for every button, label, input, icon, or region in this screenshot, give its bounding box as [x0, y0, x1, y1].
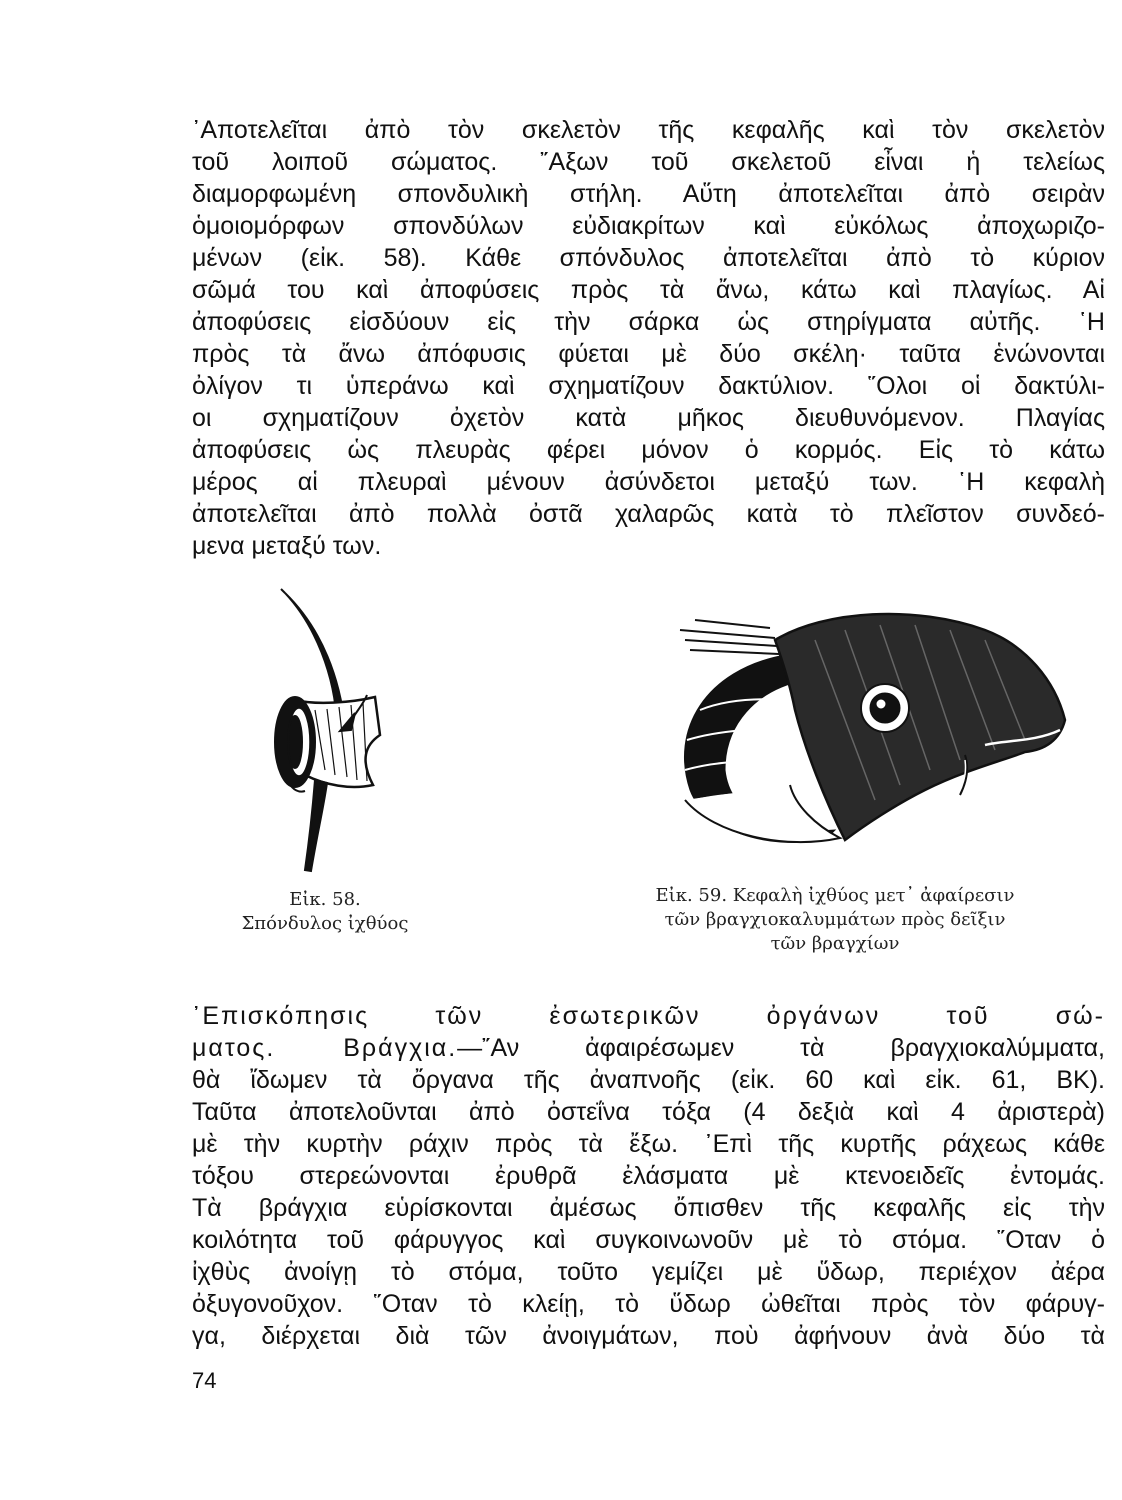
text-line: γα, διέρχεται διὰ τῶν ἀνοιγμάτων, ποὺ ἀφήνουν ἀνὰ δύο τὰ: [192, 1322, 1105, 1350]
text-line: ἰχθὺς ἀνοίγῃ τὸ στόμα, τοῦτο γεμίζει μὲ ὕδωρ, περιέχον ἀέρα: [192, 1258, 1105, 1286]
section-heading-text: ματος. Βράγχια.: [192, 1034, 458, 1062]
vertebra-illustration: [255, 585, 385, 875]
fish-head-illustration: [665, 600, 1075, 855]
text-run: —῎Αν ἀφαιρέσωμεν τὰ βραγχιοκαλύμματα,: [457, 1034, 1105, 1062]
caption-line: τῶν βραγχίων: [770, 933, 900, 954]
figure-58-caption: [205, 888, 445, 936]
paragraph-skeleton: [192, 114, 1105, 562]
paragraph-internal-organs: [192, 1000, 1105, 1352]
text-line: ὀλίγον τι ὑπεράνω καὶ σχηματίζουν δακτύλιον. ῞Ολοι οἱ δακτύλι-: [192, 372, 1105, 400]
text-line: ᾿Αποτελεῖται ἀπὸ τὸν σκελετὸν τῆς κεφαλῆς καὶ τὸν σκελετὸν: [192, 116, 1105, 144]
text-line: πρὸς τὰ ἄνω ἀπόφυσις φύεται μὲ δύο σκέλη· ταῦτα ἑνώνονται: [192, 340, 1105, 368]
figure-59-caption: [600, 884, 1070, 956]
text-line: ὀξυγονοῦχον. ῞Οταν τὸ κλείῃ, τὸ ὕδωρ ὠθεῖται πρὸς τὸν φάρυγ-: [192, 1290, 1105, 1318]
text-line: ἀποφύσεις ὡς πλευρὰς φέρει μόνον ὁ κορμός. Εἰς τὸ κάτω: [192, 436, 1105, 464]
text-line: κοιλότητα τοῦ φάρυγγος καὶ συγκοινωνοῦν μὲ τὸ στόμα. ῞Οταν ὁ: [192, 1226, 1105, 1254]
text-line: θὰ ἴδωμεν τὰ ὄργανα τῆς ἀναπνοῆς (εἰκ. 60 καὶ εἰκ. 61, ΒΚ).: [192, 1066, 1105, 1094]
text-line: ἀποφύσεις εἰσδύουν εἰς τὴν σάρκα ὡς στηρίγματα αὐτῆς. ῾Η: [192, 308, 1105, 336]
caption-line: Εἰκ. 59. Κεφαλὴ ἰχθύος μετ᾿ ἀφαίρεσιν: [655, 885, 1015, 906]
text-line: μέρος αἱ πλευραὶ μένουν ἀσύνδετοι μεταξύ των. ῾Η κεφαλὴ: [192, 468, 1105, 496]
text-line: οι σχηματίζουν ὀχετὸν κατὰ μῆκος διευθυνόμενον. Πλαγίας: [192, 404, 1105, 432]
caption-line: Εἰκ. 58.: [289, 889, 361, 910]
caption-line: Σπόνδυλος ἰχθύος: [241, 913, 409, 934]
text-line: μὲ τὴν κυρτὴν ράχιν πρὸς τὰ ἔξω. ᾿Επὶ τῆς κυρτῆς ράχεως κάθε: [192, 1130, 1105, 1158]
text-line: σῶμά του καὶ ἀποφύσεις πρὸς τὰ ἄνω, κάτω καὶ πλαγίως. Αἱ: [192, 276, 1105, 304]
text-line: διαμορφωμένη σπονδυλικὴ στήλη. Αὕτη ἀποτελεῖται ἀπὸ σειρὰν: [192, 180, 1105, 208]
text-line: τοῦ λοιποῦ σώματος. ῎Αξων τοῦ σκελετοῦ εἶναι ἡ τελείως: [192, 148, 1105, 176]
text-line: Τὰ βράγχια εὑρίσκονται ἀμέσως ὄπισθεν τῆς κεφαλῆς εἰς τὴν: [192, 1194, 1105, 1222]
text-line: Ταῦτα ἀποτελοῦνται ἀπὸ ὀστεΐνα τόξα (4 δεξιὰ καὶ 4 ἀριστερὰ): [192, 1098, 1105, 1126]
page-number: 74: [192, 1368, 217, 1393]
caption-line: τῶν βραγχιοκαλυμμάτων πρὸς δεῖξιν: [664, 909, 1006, 930]
text-line: ὁμοιομόρφων σπονδύλων εὐδιακρίτων καὶ εὐκόλως ἀποχωριζο-: [192, 212, 1105, 240]
text-line: μένων (εἰκ. 58). Κάθε σπόνδυλος ἀποτελεῖται ἀπὸ τὸ κύριον: [192, 244, 1105, 272]
section-heading-line: ᾿Επισκόπησις τῶν ἐσωτερικῶν ὀργάνων τοῦ σώ-: [192, 1002, 1105, 1030]
text-line: μενα μεταξύ των.: [192, 532, 382, 560]
text-line: [192, 1032, 1105, 1064]
text-line: τόξου στερεώνονται ἐρυθρᾶ ἐλάσματα μὲ κτενοειδεῖς ἐντομάς.: [192, 1162, 1105, 1190]
text-line: ἀποτελεῖται ἀπὸ πολλὰ ὀστᾶ χαλαρῶς κατὰ τὸ πλεῖστον συνδεό-: [192, 500, 1105, 528]
